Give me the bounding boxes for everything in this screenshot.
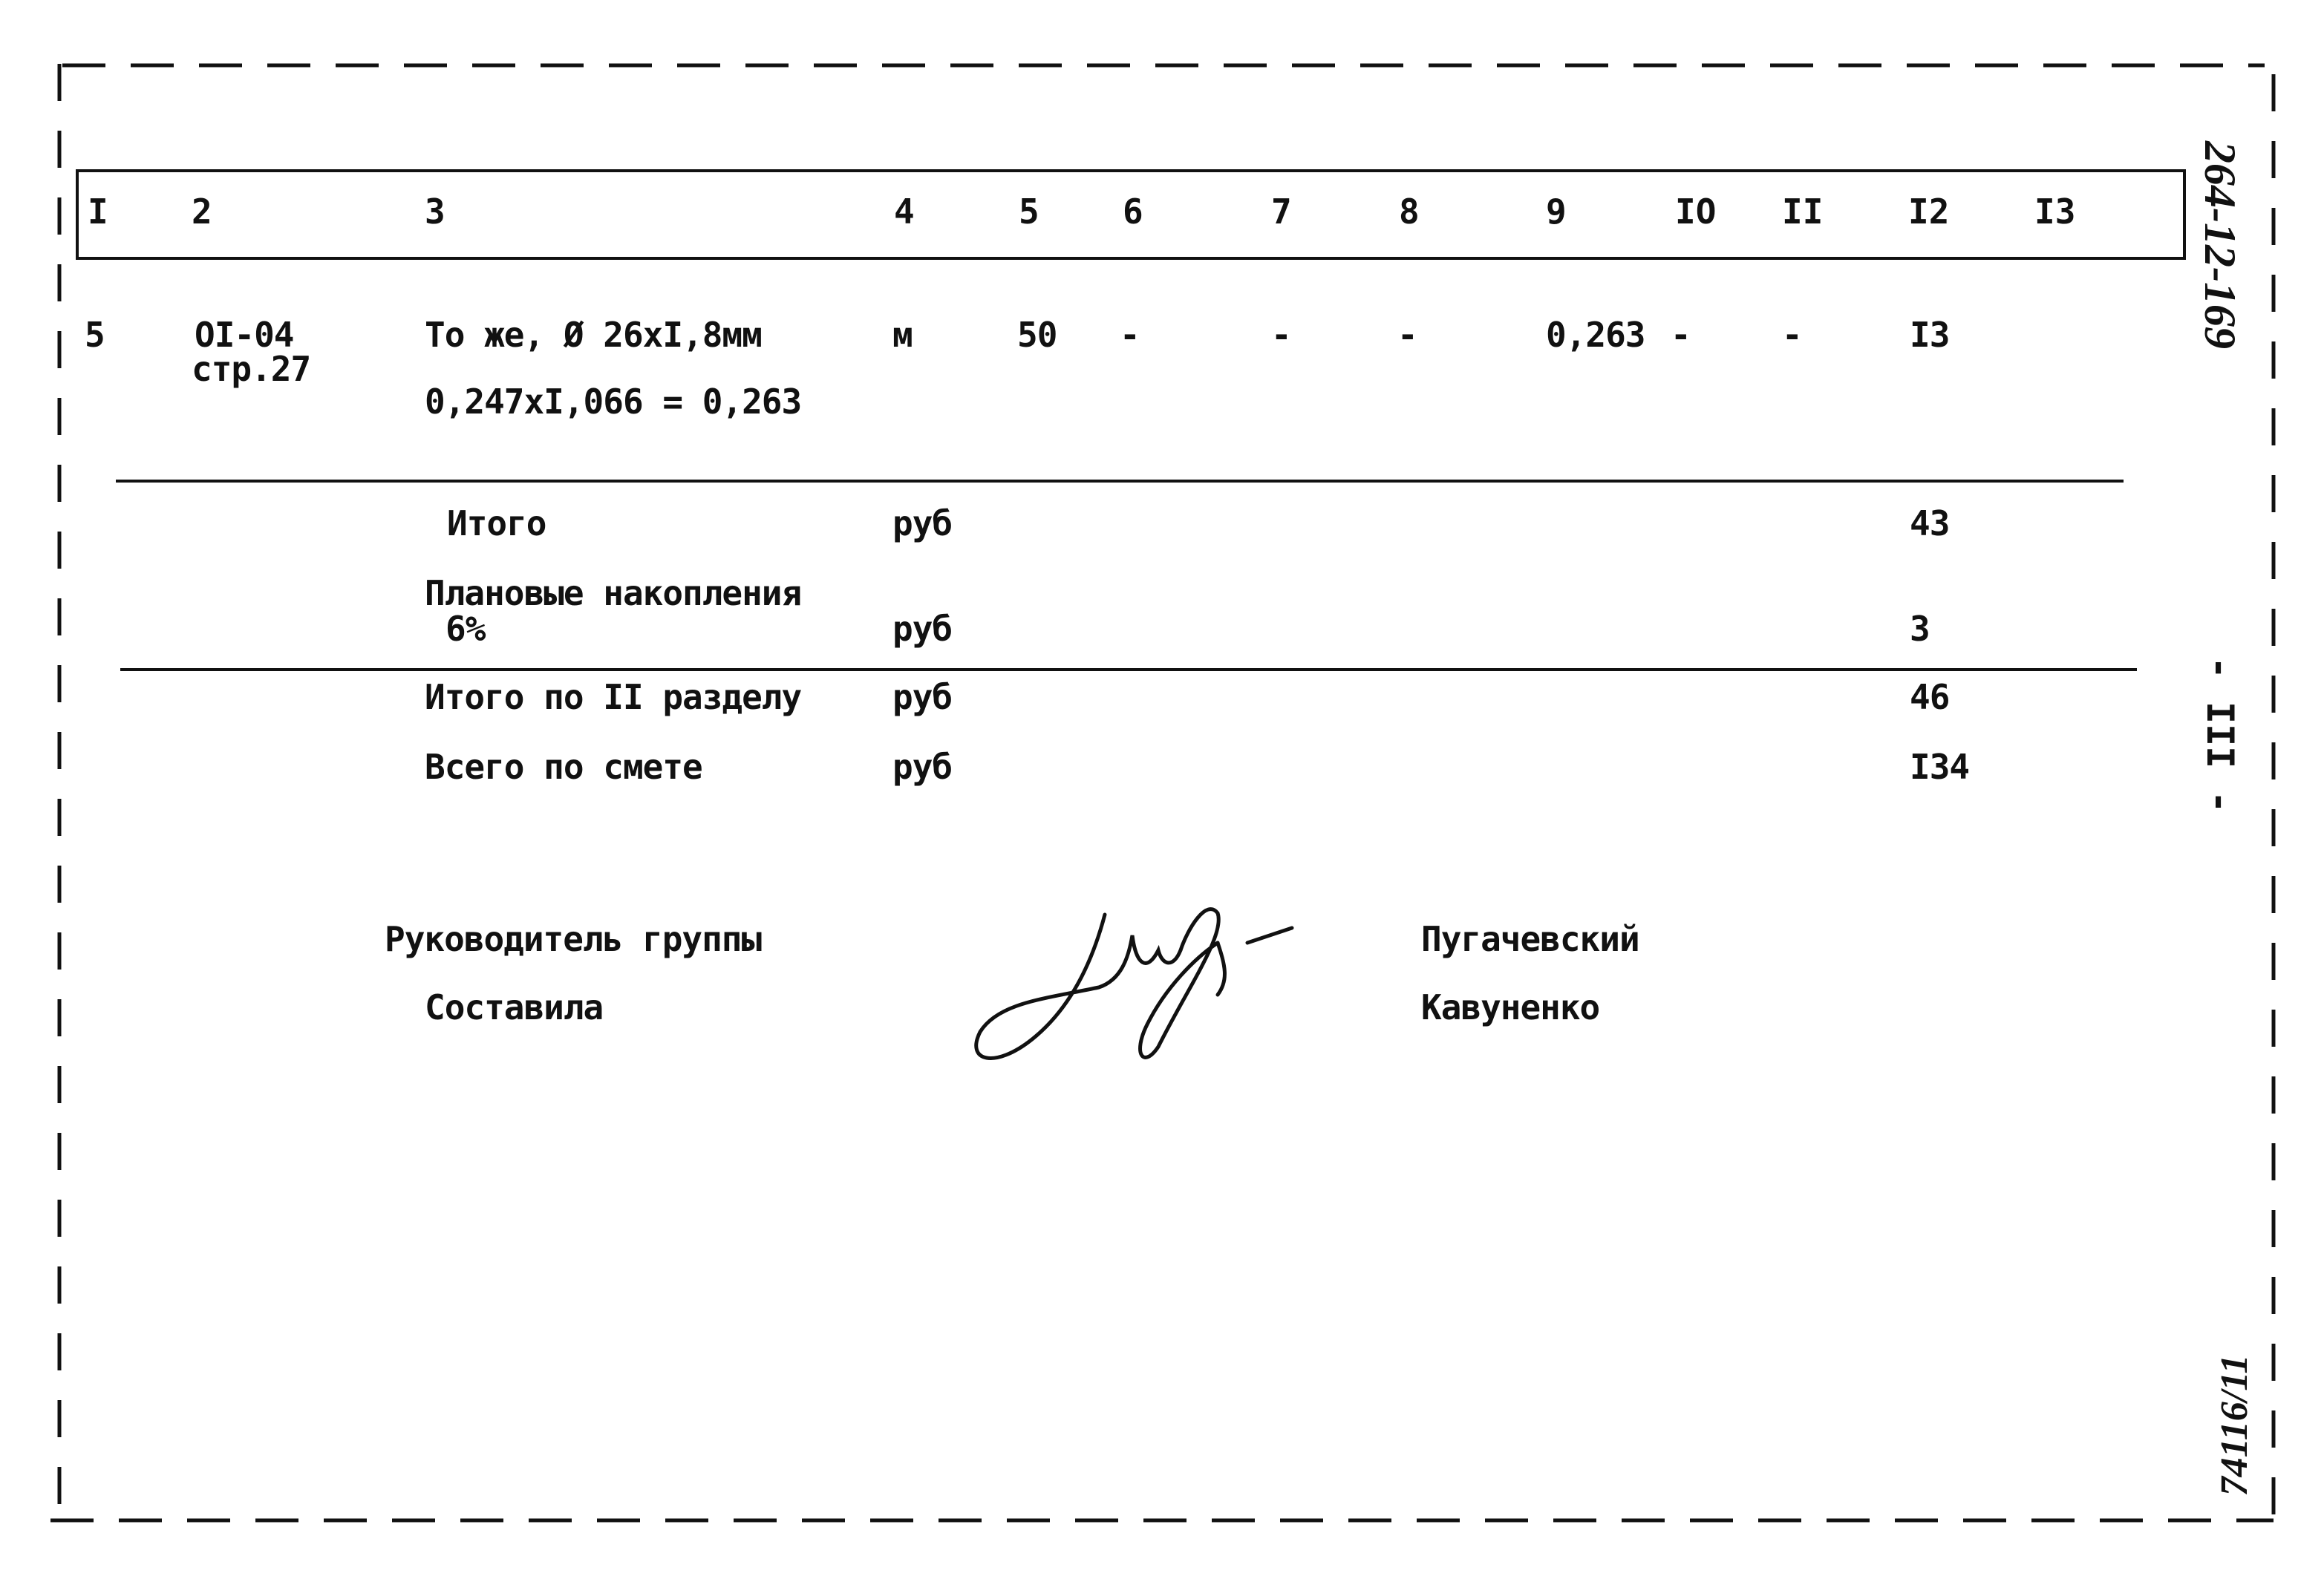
- planned-savings-unit: руб: [892, 609, 953, 649]
- row-number: 5: [85, 315, 105, 355]
- grand-total-label: Всего по смете: [425, 747, 702, 787]
- doc-number: 264-12-169: [2196, 141, 2245, 349]
- col-header-9: 9: [1546, 192, 1567, 232]
- planned-savings-value: 3: [1910, 609, 1930, 649]
- row-col12: I3: [1910, 315, 1950, 355]
- total-label: Итого: [447, 503, 546, 543]
- role-compiled-by: Составила: [425, 987, 604, 1027]
- col-header-13: I3: [2034, 192, 2076, 232]
- col-header-12: I2: [1908, 192, 1950, 232]
- name-compiled-by: Кавуненко: [1421, 987, 1600, 1027]
- grand-total-unit: руб: [892, 747, 953, 787]
- total-unit: руб: [892, 503, 953, 543]
- row-code: OI-04: [195, 315, 294, 355]
- row-col6: -: [1120, 315, 1140, 355]
- role-group-lead: Руководитель группы: [385, 919, 762, 959]
- signature-scribble: [976, 909, 1292, 1059]
- row-col10: -: [1671, 315, 1691, 355]
- planned-savings-percent: 6%: [445, 609, 486, 649]
- total-value: 43: [1910, 503, 1950, 543]
- row-col9: 0,263: [1546, 315, 1645, 355]
- page-number: - III -: [2199, 656, 2242, 814]
- col-header-7: 7: [1271, 192, 1292, 232]
- col-header-4: 4: [894, 192, 915, 232]
- grand-total-value: I34: [1910, 747, 1970, 787]
- row-unit: м: [892, 315, 913, 355]
- col-header-5: 5: [1019, 192, 1039, 232]
- col-header-1: I: [88, 192, 108, 232]
- col-header-2: 2: [192, 192, 212, 232]
- row-col11: -: [1782, 315, 1802, 355]
- name-group-lead: Пугачевский: [1421, 919, 1639, 959]
- row-col7: -: [1271, 315, 1291, 355]
- col-header-6: 6: [1123, 192, 1143, 232]
- row-col8: -: [1397, 315, 1417, 355]
- section-total-label: Итого по II разделу: [425, 677, 802, 717]
- col-header-11: II: [1782, 192, 1824, 232]
- col-header-3: 3: [425, 192, 445, 232]
- col-header-8: 8: [1399, 192, 1420, 232]
- archive-stamp: 74116/11: [2213, 1354, 2256, 1497]
- section-total-unit: руб: [892, 677, 953, 717]
- row-formula: 0,247xI,066 = 0,263: [425, 382, 802, 422]
- planned-savings-label: Плановые накопления: [425, 573, 802, 613]
- section-total-value: 46: [1910, 677, 1950, 717]
- col-header-10: IO: [1675, 192, 1717, 232]
- row-description: То же, Ø 26xI,8мм: [425, 315, 762, 355]
- row-code-page: стр.27: [192, 349, 311, 389]
- row-qty: 50: [1017, 315, 1057, 355]
